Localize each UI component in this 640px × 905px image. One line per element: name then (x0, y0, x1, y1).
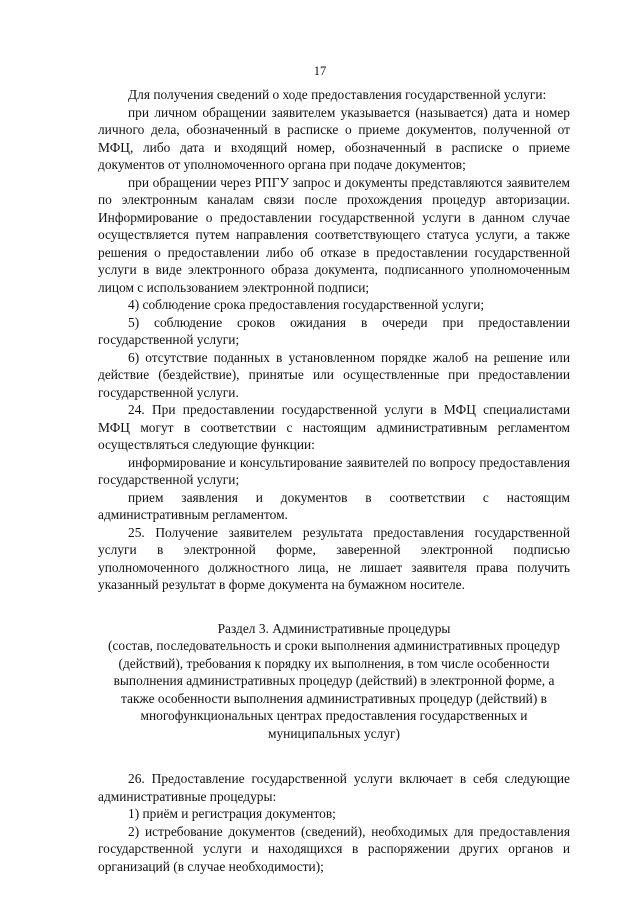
page-number: 17 (313, 64, 327, 78)
paragraph: 4) соблюдение срока предоставления государственной услуги; (128, 297, 485, 312)
section-subtitle: (состав, последовательность и сроки выполнения административных процедур (действий), требования к порядку их выполнения, в том числе особенности выполнения административных процедур (действий) в электронной форме, а также особенности выполнения административных процедур (действий) в многофункциональных центрах предоставления государственных и муниципальных услуг) (108, 638, 560, 741)
paragraph: 2) истребование документов (сведений), необходимых для предоставления государственной услуги и находящихся в распоряжении других органов и организаций (в случае необходимости); (98, 823, 570, 874)
paragraph: 24. При предоставлении государственной услуги в МФЦ специалистами МФЦ могут в соответствии с настоящим административным регламентом осуществляться следующие функции: (98, 402, 570, 452)
paragraph: 5) соблюдение сроков ожидания в очереди при предоставлении государственной услуги; (98, 314, 570, 347)
paragraph: 6) отсутствие поданных в установленном порядке жалоб на решение или действие (бездействие), принятые или осуществленные при предоставлении государственной услуги. (98, 349, 570, 400)
section-title: Раздел 3. Административные процедуры (217, 620, 451, 636)
document-body (98, 86, 570, 875)
paragraph: прием заявления и документов в соответствии с настоящим административным регламентом. (98, 489, 570, 522)
paragraph: 1) приём и регистрация документов; (128, 806, 336, 821)
paragraph: 26. Предоставление государственной услуги включает в себя следующие административные процедуры: (98, 771, 570, 804)
section-heading (98, 620, 570, 743)
paragraph: информирование и консультирование заявителей по вопросу предоставления государственной услуги; (98, 454, 570, 487)
paragraph: 25. Получение заявителем результата предоставления государственной услуги в электронной форме, заверенной электронной подписью уполномоченного должностного лица, не лишает заявителя права получить указанный результат в форме документа на бумажном носителе. (98, 524, 570, 592)
paragraph: Для получения сведений о ходе предоставления государственной услуги: (128, 87, 547, 102)
paragraph: при личном обращении заявителем указывается (называется) дата и номер личного дела, обозначенный в расписке о приеме документов, полученной от МФЦ, либо дата и входящий номер, обозначенный в расписке о приеме документов от уполномоченного органа при подаче документов; (98, 104, 570, 172)
paragraph: при обращении через РПГУ запрос и документы представляются заявителем по электронным каналам связи после прохождения процедур авторизации. Информирование о предоставлении государственной услуги в данном случае осуществляется путем направления соответствующего статуса услуги, а также решения о предоставлении либо об отказе в предоставлении государственной услуги в виде электронного образа документа, подписанного уполномоченным лицом с использованием электронной подписи; (98, 174, 570, 295)
